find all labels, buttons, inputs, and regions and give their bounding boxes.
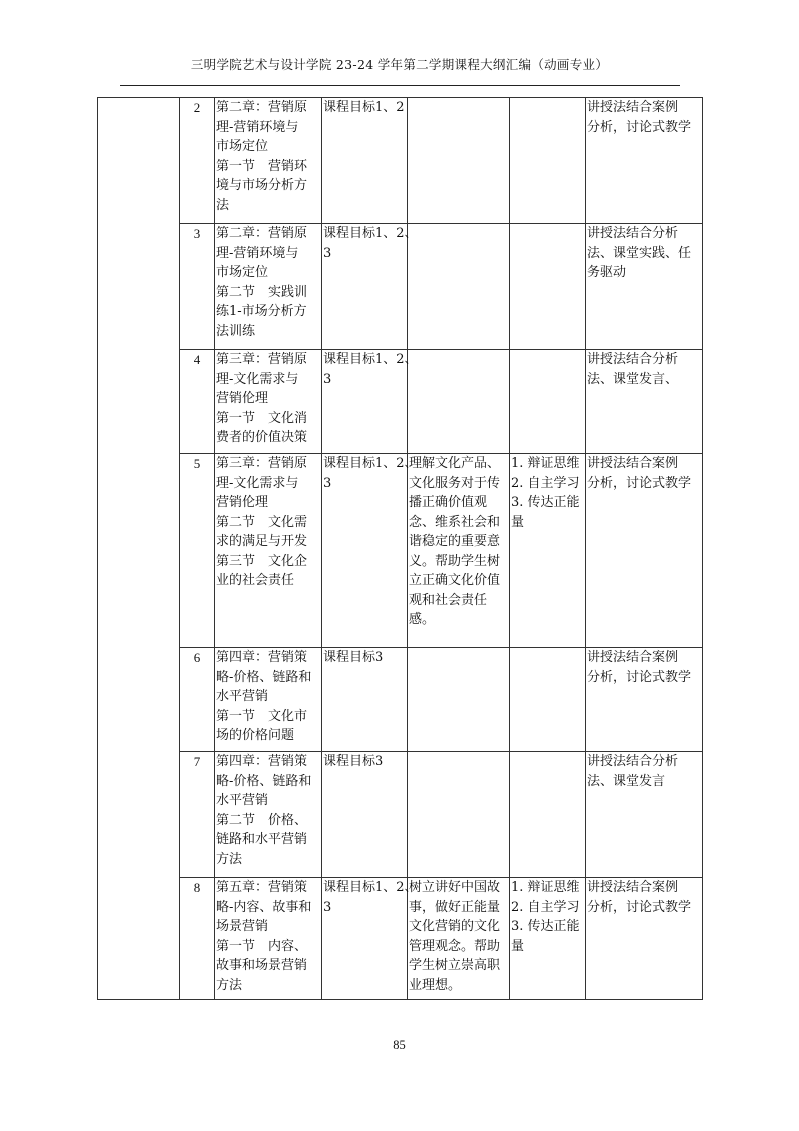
ideology-cell [408,98,510,224]
cell-text-line: 业理想。 [409,977,462,993]
table-row [98,454,703,648]
cell-text-line: 故事和场景营销 [216,958,308,973]
objectives-cell [322,224,418,350]
week-number-cell: 2 [180,98,215,224]
chapter-content-cell [215,648,322,752]
cell-text-line: 场景营销 [216,919,269,934]
teaching-method-cell [586,878,703,1000]
cell-text-line: 讲授法结合案例 [587,100,679,115]
teaching-method-cell [586,648,703,752]
cell-text-line: 营销伦理 [216,391,269,406]
ideology-cell [408,224,510,350]
cell-text-line: 第一节 内容、 [216,938,308,954]
cell-text-line: 管理观念。帮助 [409,938,501,954]
cell-text-line: 第四章：营销策 [216,650,308,665]
table-row [98,224,703,350]
cell-text-line: 量 [511,938,525,954]
cell-text-line: 练1-市场分析方 [216,304,307,319]
cell-text-line: 略-内容、故事和 [216,899,312,915]
week-number-cell: 6 [180,648,215,752]
cell-text-line: 分析，讨论式教学 [587,119,692,135]
elements-cell [510,878,586,1000]
cell-text-line: 第一节 文化市 [216,708,308,724]
chapter-content-cell [215,224,322,350]
cell-text-line: 第二章：营销原 [216,226,308,241]
cell-text-line: 理-文化需求与 [216,475,299,491]
cell-text-line: 方法 [216,977,243,993]
chapter-content-cell [215,350,322,454]
cell-text-line: 法、课堂发言、 [587,371,679,387]
page-header-title: 三明学院艺术与设计学院 23-24 学年第二学期课程大纲汇编（动画专业） [190,57,609,72]
cell-text-line: 理-文化需求与 [216,371,299,387]
elements-cell [510,350,586,454]
cell-text-line: 观和社会责任 [409,592,488,608]
objectives-cell [322,350,418,454]
cell-text-line: 2. 自主学习 [511,475,580,491]
week-number-cell: 8 [180,878,215,1000]
cell-text-line: 播正确价值观 [409,495,488,510]
cell-text-line: 1. 辩证思维 [511,880,580,895]
objectives-cell [322,752,408,878]
cell-text-line: 树立讲好中国故 [409,880,501,895]
cell-text-line: 理-营销环境与 [216,119,299,135]
ideology-cell [408,454,510,648]
cell-text-line: 课程目标1、2、 [323,226,418,241]
cell-text-line: 第一节 文化消 [216,410,308,426]
elements-cell [510,648,586,752]
cell-text-line: 法训练 [216,323,256,339]
teaching-method-cell [586,454,703,648]
cell-text-line: 第三章：营销原 [216,352,308,367]
cell-text-line: 第二章：营销原 [216,100,308,115]
cell-text-line: 境与市场分析方 [216,178,308,193]
teaching-method-cell [586,98,703,224]
cell-text-line: 法 [216,197,230,213]
teaching-method-cell [586,224,703,350]
cell-text-line: 文化营销的文化 [409,919,501,934]
cell-text-line: 谐稳定的重要意 [409,534,501,549]
table-row [98,648,703,752]
cell-text-line: 1. 辩证思维 [511,456,580,471]
cell-text-line: 方法 [216,851,243,867]
cell-text-line: 分析，讨论式教学 [587,899,692,915]
header-rule [120,85,680,86]
ideology-cell [408,648,510,752]
syllabus-table [97,97,703,1000]
cell-text-line: 课程目标1、2 [323,100,405,115]
cell-text-line: 3 [323,475,332,491]
cell-text-line: 讲授法结合案例 [587,880,679,895]
elements-cell [510,98,586,224]
cell-text-line: 求的满足与开发 [216,534,308,549]
cell-text-line: 市场定位 [216,265,269,280]
cell-text-line: 3 [323,371,332,387]
cell-text-line: 讲授法结合分析 [587,352,679,367]
cell-text-line: 第三节 文化企 [216,553,308,569]
cell-text-line: 第二节 文化需 [216,514,308,530]
week-number-cell: 5 [180,454,215,648]
page-number: 85 [393,1038,406,1052]
week-number-cell: 3 [180,224,215,350]
cell-text-line: 感。 [409,612,436,627]
table-row [98,752,703,878]
cell-text-line: 第一节 营销环 [216,158,308,174]
cell-text-line: 义。帮助学生树 [409,553,501,569]
cell-text-line: 念、维系社会和 [409,514,501,530]
teaching-method-cell [586,752,703,878]
table-row [98,98,703,224]
cell-text-line: 分析，讨论式教学 [587,475,692,491]
chapter-content-cell [215,752,322,878]
table-row [98,878,703,1000]
cell-text-line: 讲授法结合案例 [587,650,679,665]
week-number-cell: 7 [180,752,215,878]
week-number-cell: 4 [180,350,215,454]
cell-text-line: 水平营销 [216,689,269,704]
cell-text-line: 学生树立崇高职 [409,958,501,973]
objectives-cell [322,98,408,224]
elements-cell [510,752,586,878]
cell-text-line: 量 [511,514,525,530]
cell-text-line: 略-价格、链路和 [216,773,312,789]
cell-text-line: 讲授法结合分析 [587,226,679,241]
cell-text-line: 讲授法结合分析 [587,754,679,769]
cell-text-line: 务驱动 [587,265,627,280]
cell-text-line: 立正确文化价值 [409,573,501,588]
cell-text-line: 3 [323,899,332,915]
cell-text-line: 第三章：营销原 [216,456,308,471]
cell-text-line: 3. 传达正能 [511,919,580,934]
table-row [98,350,703,454]
cell-text-line: 第二节 价格、 [216,812,308,828]
cell-text-line: 业的社会责任 [216,573,295,588]
objectives-cell [322,648,408,752]
chapter-content-cell [215,878,322,1000]
objectives-cell [322,454,418,648]
cell-text-line: 3. 传达正能 [511,495,580,510]
cell-text-line: 费者的价值决策 [216,430,308,445]
elements-cell [510,224,586,350]
ideology-cell [408,350,510,454]
objectives-cell [322,878,418,1000]
cell-text-line: 法、课堂发言 [587,773,666,789]
ideology-cell [408,752,510,878]
cell-text-line: 课程目标1、2、 [323,456,418,471]
cell-text-line: 课程目标3 [323,754,384,769]
cell-text-line: 事，做好正能量 [409,899,501,915]
cell-text-line: 营销伦理 [216,495,269,510]
cell-text-line: 分析，讨论式教学 [587,669,692,685]
cell-text-line: 场的价格问题 [216,728,295,743]
cell-text-line: 理-营销环境与 [216,245,299,261]
cell-text-line: 理解文化产品、 [409,456,501,471]
ideology-cell [408,878,510,1000]
cell-text-line: 课程目标1、2、 [323,880,418,895]
cell-text-line: 2. 自主学习 [511,899,580,915]
cell-text-line: 法、课堂实践、任 [587,245,692,261]
cell-text-line: 水平营销 [216,793,269,808]
cell-text-line: 第四章：营销策 [216,754,308,769]
chapter-content-cell [215,454,322,648]
cell-text-line: 讲授法结合案例 [587,456,679,471]
chapter-content-cell [215,98,322,224]
elements-cell [510,454,586,648]
cell-text-line: 文化服务对于传 [409,475,501,491]
cell-text-line: 课程目标3 [323,650,384,665]
cell-text-line: 第二节 实践训 [216,284,308,300]
course-info-merged-cell [98,98,180,1000]
cell-text-line: 3 [323,245,332,261]
cell-text-line: 市场定位 [216,139,269,154]
cell-text-line: 课程目标1、2、 [323,352,418,367]
cell-text-line: 第五章：营销策 [216,880,308,895]
cell-text-line: 链路和水平营销 [216,832,308,847]
cell-text-line: 略-价格、链路和 [216,669,312,685]
teaching-method-cell [586,350,703,454]
